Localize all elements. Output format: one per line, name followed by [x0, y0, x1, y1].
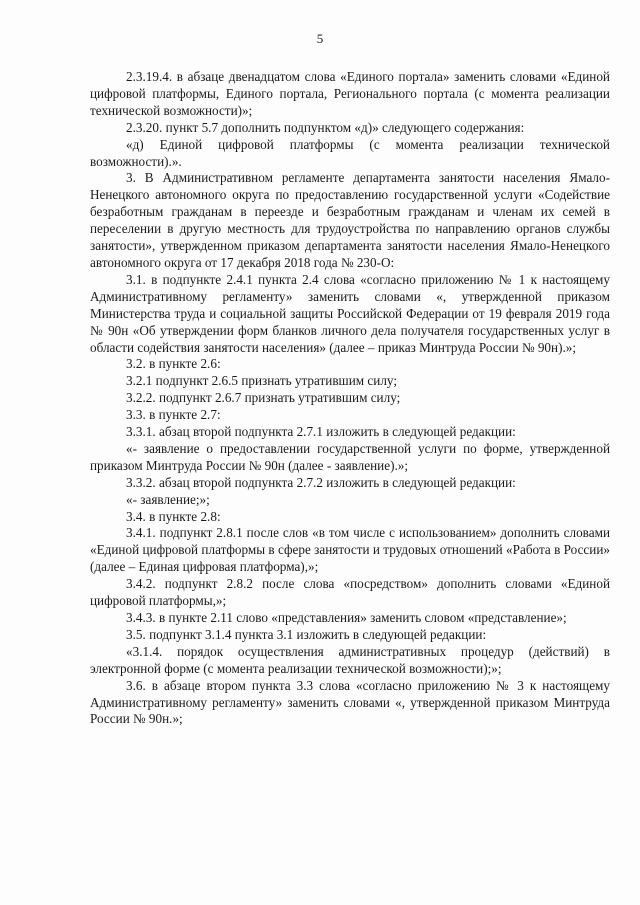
paragraph-3-3-2: 3.3.2. абзац второй подпункта 2.7.2 изложить в следующей редакции: — [126, 474, 516, 490]
paragraph-3-1-4: «3.1.4. порядок осуществления административных процедур (действий) в электронной форме (с момента реализации технической возможности);»; — [90, 643, 610, 676]
paragraph-3-4-1: 3.4.1. подпункт 2.8.1 после слов «в том числе с использованием» дополнить словами «Единой цифровой платформы в сфере занятости и трудовых отношений «Работа в России» (далее – Единая цифровая платформа),»; — [90, 525, 610, 575]
paragraph-subitem-d: «д) Единой цифровой платформы (с момента реализации технической возможности).». — [90, 136, 610, 169]
document-body — [90, 69, 610, 728]
paragraph-3-2-1: 3.2.1 подпункт 2.6.5 признать утратившим силу; — [126, 373, 397, 389]
paragraph-3-2-2: 3.2.2. подпункт 2.6.7 признать утратившим силу; — [126, 390, 401, 406]
paragraph-3-3-1: 3.3.1. абзац второй подпункта 2.7.1 изложить в следующей редакции: — [126, 424, 516, 440]
paragraph-3-1: 3.1. в подпункте 2.4.1 пункта 2.4 слова «согласно приложению № 1 к настоящему Административному регламенту» заменить словами «, утвержденной приказом Министерства труда и социальной защиты Российской Федерации от 19 февраля 2019 года № 90н «Об утверждении форм бланков личного дела получателя государственных услуг в области содействия занятости населения» (далее – приказ Минтруда России № 90н).»; — [90, 271, 610, 355]
paragraph-3-6: 3.6. в абзаце втором пункта 3.3 слова «согласно приложению № 3 к настоящему Административному регламенту» заменить словами «, утвержденной приказом Минтруда России № 90н.»; — [90, 677, 610, 727]
paragraph-3-5: 3.5. подпункт 3.1.4 пункта 3.1 изложить в следующей редакции: — [126, 626, 487, 642]
paragraph-2-3-20: 2.3.20. пункт 5.7 дополнить подпунктом «д)» следующего содержания: — [126, 119, 525, 135]
paragraph-3-4-3: 3.4.3. в пункте 2.11 слово «представления» заменить словом «представление»; — [126, 610, 567, 625]
paragraph-3-2: 3.2. в пункте 2.6: — [126, 356, 221, 372]
paragraph-3-4-2: 3.4.2. подпункт 2.8.2 после слова «посредством» дополнить словами «Единой цифровой платформы,»; — [90, 576, 610, 609]
paragraph-application-form: «- заявление о предоставлении государственной услуги по форме, утвержденной приказом Минтруда России № 90н (далее - заявление).»; — [90, 440, 610, 473]
paragraph-3-4: 3.4. в пункте 2.8: — [126, 508, 221, 524]
paragraph-application: «- заявление;»; — [126, 491, 210, 507]
paragraph-2-3-19-4: 2.3.19.4. в абзаце двенадцатом слова «Единого портала» заменить словами «Единой цифровой платформы, Единого портала, Регионального портала (с момента реализации технической возможности)»; — [90, 69, 610, 118]
paragraph-3: 3. В Административном регламенте департамента занятости населения Ямало-Ненецкого автономного округа по предоставлению государственной услуги «Содействие безработным гражданам в переезде и безработным гражданам и членам их семей в переселении в другую местность для трудоустройства по направлению органов службы занятости», утвержденном приказом департамента занятости населения Ямало-Ненецкого автономного округа от 17 декабря 2018 года № 230-О: — [90, 170, 610, 270]
page-number: 5 — [316, 31, 324, 46]
paragraph-3-3: 3.3. в пункте 2.7: — [126, 407, 221, 423]
